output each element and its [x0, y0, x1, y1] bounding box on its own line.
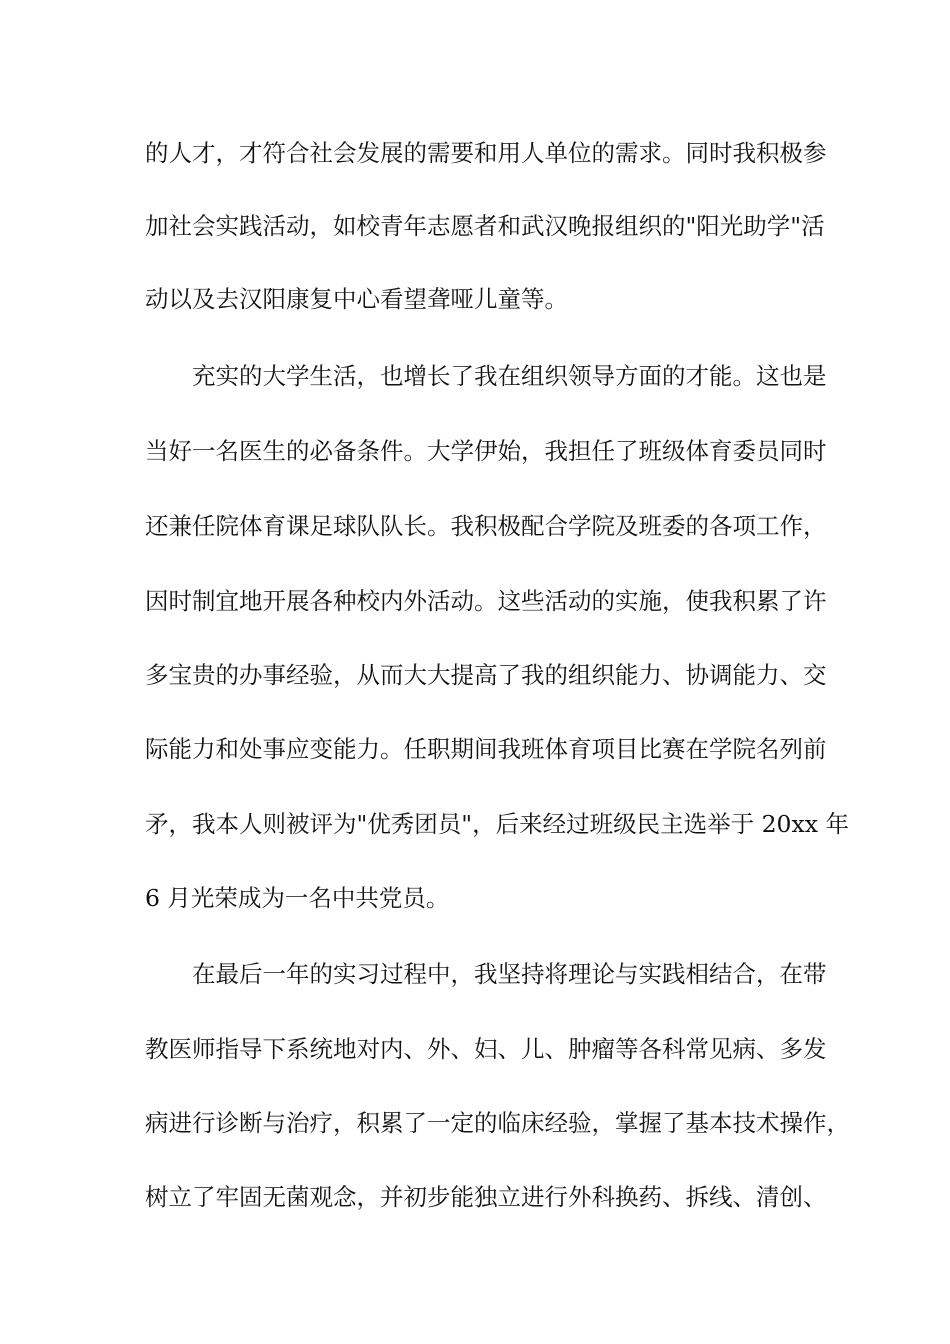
text-line: 当好一名医生的必备条件。大学伊始，我担任了班级体育委员同时: [145, 437, 827, 465]
text-line: 还兼任院体育课足球队队长。我积极配合学院及班委的各项工作，: [145, 512, 827, 540]
paragraph-first-line: 充实的大学生活，也增长了我在组织领导方面的才能。这也是: [192, 362, 827, 390]
paragraph-first-line: 在最后一年的实习过程中，我坚持将理论与实践相结合，在带: [192, 960, 827, 988]
text-line: 6 月光荣成为一名中共党员。: [145, 884, 450, 912]
text-line: 矛，我本人则被评为"优秀团员"，后来经过班级民主选举于 20xx 年: [145, 810, 849, 838]
text-line: 教医师指导下系统地对内、外、妇、儿、肿瘤等各科常见病、多发: [145, 1035, 827, 1063]
text-line: 多宝贵的办事经验，从而大大提高了我的组织能力、协调能力、交: [145, 661, 827, 689]
text-line: 动以及去汉阳康复中心看望聋哑儿童等。: [145, 285, 568, 313]
text-line: 因时制宜地开展各种校内外活动。这些活动的实施，使我积累了许: [145, 587, 827, 615]
text-line: 病进行诊断与治疗，积累了一定的临床经验，掌握了基本技术操作，: [145, 1109, 850, 1137]
text-line: 加社会实践活动，如校青年志愿者和武汉晚报组织的"阳光助学"活: [145, 212, 825, 240]
text-line: 的人才，才符合社会发展的需要和用人单位的需求。同时我积极参: [145, 139, 827, 167]
text-line: 际能力和处事应变能力。任职期间我班体育项目比赛在学院名列前: [145, 735, 827, 763]
text-line: 树立了牢固无菌观念，并初步能独立进行外科换药、拆线、清创、: [145, 1183, 827, 1211]
